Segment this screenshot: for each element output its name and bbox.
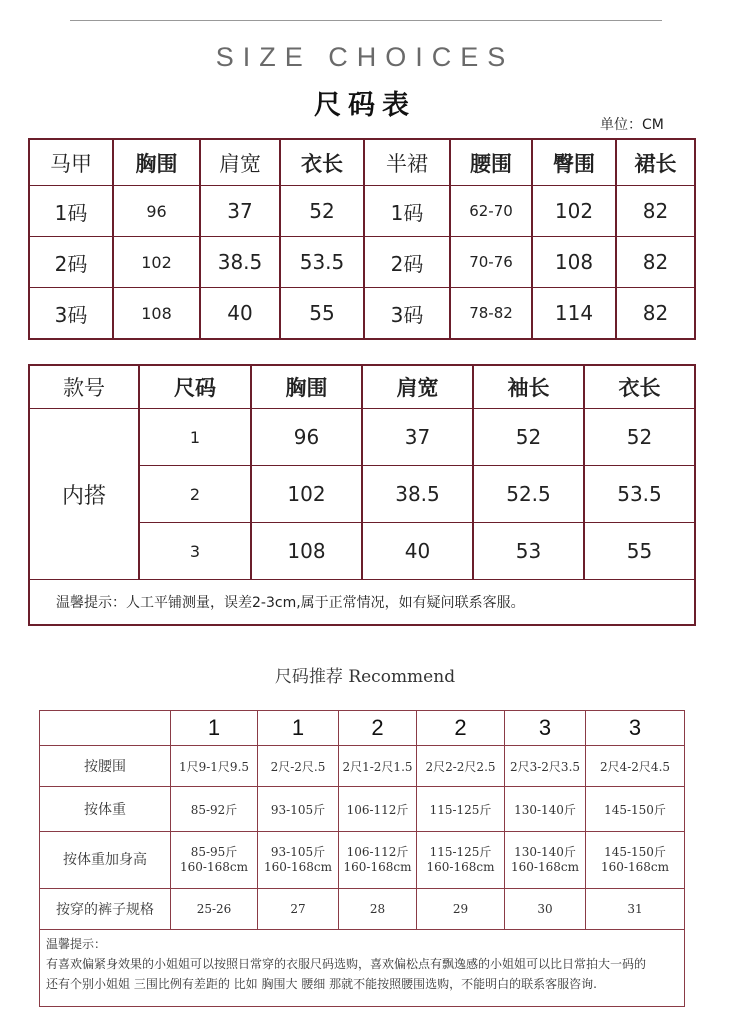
table-row [29, 288, 695, 340]
size-recommend-table [39, 710, 685, 1007]
table-cell: 2尺1-2尺1.5 [339, 746, 417, 787]
row-label: 按穿的裤子规格 [40, 889, 171, 930]
header-cell: 肩宽 [200, 139, 280, 186]
height-value: 160-168cm [180, 860, 248, 874]
weight-value: 106-112斤 [346, 845, 409, 859]
table-cell: 38.5 [200, 237, 280, 288]
table-cell [171, 832, 258, 889]
size-header-cell: 1 [258, 711, 339, 746]
table-cell: 38.5 [362, 466, 473, 523]
table-cell: 27 [258, 889, 339, 930]
header-cell: 尺码 [139, 365, 251, 409]
header-cell: 胸围 [113, 139, 200, 186]
height-value: 160-168cm [264, 860, 332, 874]
table-cell: 2 [139, 466, 251, 523]
table-cell: 28 [339, 889, 417, 930]
measurement-tip: 温馨提示：人工平铺测量，误差2-3cm,属于正常情况，如有疑问联系客服。 [29, 580, 695, 626]
tip-row [29, 580, 695, 626]
note-title: 温馨提示： [46, 937, 107, 951]
table-cell: 1码 [29, 186, 113, 237]
header-cell: 衣长 [280, 139, 364, 186]
header-cell: 袖长 [473, 365, 584, 409]
height-value: 160-168cm [601, 860, 669, 874]
note-row [40, 930, 685, 1007]
table-cell: 29 [417, 889, 505, 930]
row-label: 按体重 [40, 787, 171, 832]
table-cell: 30 [505, 889, 586, 930]
title-english: SIZE CHOICES [215, 42, 515, 72]
weight-value: 85-95斤 [190, 845, 238, 859]
row-label: 按体重加身高 [40, 832, 171, 889]
table-cell: 31 [586, 889, 685, 930]
table-cell: 108 [113, 288, 200, 340]
table-cell: 78-82 [450, 288, 532, 340]
weight-value: 93-105斤 [270, 845, 326, 859]
note-line: 有喜欢偏紧身效果的小姐姐可以按照日常穿的衣服尺码选购，喜欢偏松点有飘逸感的小姐姐可以比日常拍大一码的 [46, 957, 647, 971]
table-cell: 108 [251, 523, 362, 580]
table-cell: 82 [616, 186, 695, 237]
size-header-cell: 3 [586, 711, 685, 746]
table-cell: 108 [532, 237, 616, 288]
height-value: 160-168cm [511, 860, 579, 874]
table-cell: 53.5 [280, 237, 364, 288]
header-cell: 腰围 [450, 139, 532, 186]
header-cell: 臀围 [532, 139, 616, 186]
table-cell: 102 [251, 466, 362, 523]
table-cell: 130-140斤 [505, 787, 586, 832]
header-cell: 胸围 [251, 365, 362, 409]
title-chinese: 尺码表 [314, 90, 416, 121]
table-cell: 3码 [29, 288, 113, 340]
table-cell: 1 [139, 409, 251, 466]
note-line: 还有个别小姐姐 三围比例有差距的 比如 胸围大 腰细 那就不能按照腰围选购，不能明白的联系客服咨询. [46, 977, 597, 991]
table-cell: 52 [280, 186, 364, 237]
table-cell: 85-92斤 [171, 787, 258, 832]
weight-value: 145-150斤 [604, 845, 666, 859]
table-cell: 52 [473, 409, 584, 466]
header-cell: 肩宽 [362, 365, 473, 409]
table-row [29, 237, 695, 288]
weight-value: 115-125斤 [429, 845, 492, 859]
table-cell: 102 [113, 237, 200, 288]
recommend-header-row [40, 711, 685, 746]
table-cell: 3 [139, 523, 251, 580]
header-cell: 裙长 [616, 139, 695, 186]
recommend-title: 尺码推荐 Recommend [274, 667, 456, 687]
table-cell: 52.5 [473, 466, 584, 523]
table-cell: 37 [200, 186, 280, 237]
height-value: 160-168cm [426, 860, 495, 874]
table-cell: 93-105斤 [258, 787, 339, 832]
table-cell: 1尺9-1尺9.5 [171, 746, 258, 787]
header-cell: 马甲 [29, 139, 113, 186]
table-cell: 1码 [364, 186, 450, 237]
table-cell: 3码 [364, 288, 450, 340]
header-cell: 衣长 [584, 365, 695, 409]
table-cell: 62-70 [450, 186, 532, 237]
table-cell: 55 [280, 288, 364, 340]
blank-header-cell [40, 711, 171, 746]
table-header-row [29, 365, 695, 409]
style-name-cell: 内搭 [29, 409, 139, 580]
table-cell: 82 [616, 237, 695, 288]
table-cell: 53.5 [584, 466, 695, 523]
table-cell: 2码 [364, 237, 450, 288]
table-cell: 96 [251, 409, 362, 466]
table-cell: 102 [532, 186, 616, 237]
table-cell: 82 [616, 288, 695, 340]
table-row [40, 787, 685, 832]
table-cell [505, 832, 586, 889]
table-cell: 2尺-2尺.5 [258, 746, 339, 787]
top-divider-line [70, 20, 662, 21]
table-cell: 52 [584, 409, 695, 466]
table-cell: 55 [584, 523, 695, 580]
table-cell: 2尺2-2尺2.5 [417, 746, 505, 787]
table-header-row [29, 139, 695, 186]
size-header-cell: 1 [171, 711, 258, 746]
row-label: 按腰围 [40, 746, 171, 787]
table-cell: 40 [362, 523, 473, 580]
table-cell: 114 [532, 288, 616, 340]
height-value: 160-168cm [343, 860, 412, 874]
table-cell: 25-26 [171, 889, 258, 930]
table-cell: 2码 [29, 237, 113, 288]
table-cell: 2尺3-2尺3.5 [505, 746, 586, 787]
table-cell: 2尺4-2尺4.5 [586, 746, 685, 787]
table-cell: 70-76 [450, 237, 532, 288]
table-cell: 145-150斤 [586, 787, 685, 832]
recommend-note [40, 930, 685, 1007]
table-row [29, 186, 695, 237]
table-cell [258, 832, 339, 889]
table-cell: 106-112斤 [339, 787, 417, 832]
table-cell: 96 [113, 186, 200, 237]
table-row [40, 746, 685, 787]
size-header-cell: 2 [339, 711, 417, 746]
size-header-cell: 2 [417, 711, 505, 746]
table-row [29, 409, 695, 466]
size-header-cell: 3 [505, 711, 586, 746]
inner-top-size-table [28, 364, 696, 626]
table-cell: 53 [473, 523, 584, 580]
table-row [40, 889, 685, 930]
vest-skirt-size-table [28, 138, 696, 340]
table-row [40, 832, 685, 889]
table-cell [417, 832, 505, 889]
weight-value: 130-140斤 [514, 845, 576, 859]
table-cell: 115-125斤 [417, 787, 505, 832]
unit-label: 单位：CM [600, 117, 664, 133]
table-cell: 37 [362, 409, 473, 466]
header-cell: 半裙 [364, 139, 450, 186]
table-cell: 40 [200, 288, 280, 340]
header-cell: 款号 [29, 365, 139, 409]
table-cell [586, 832, 685, 889]
table-cell [339, 832, 417, 889]
